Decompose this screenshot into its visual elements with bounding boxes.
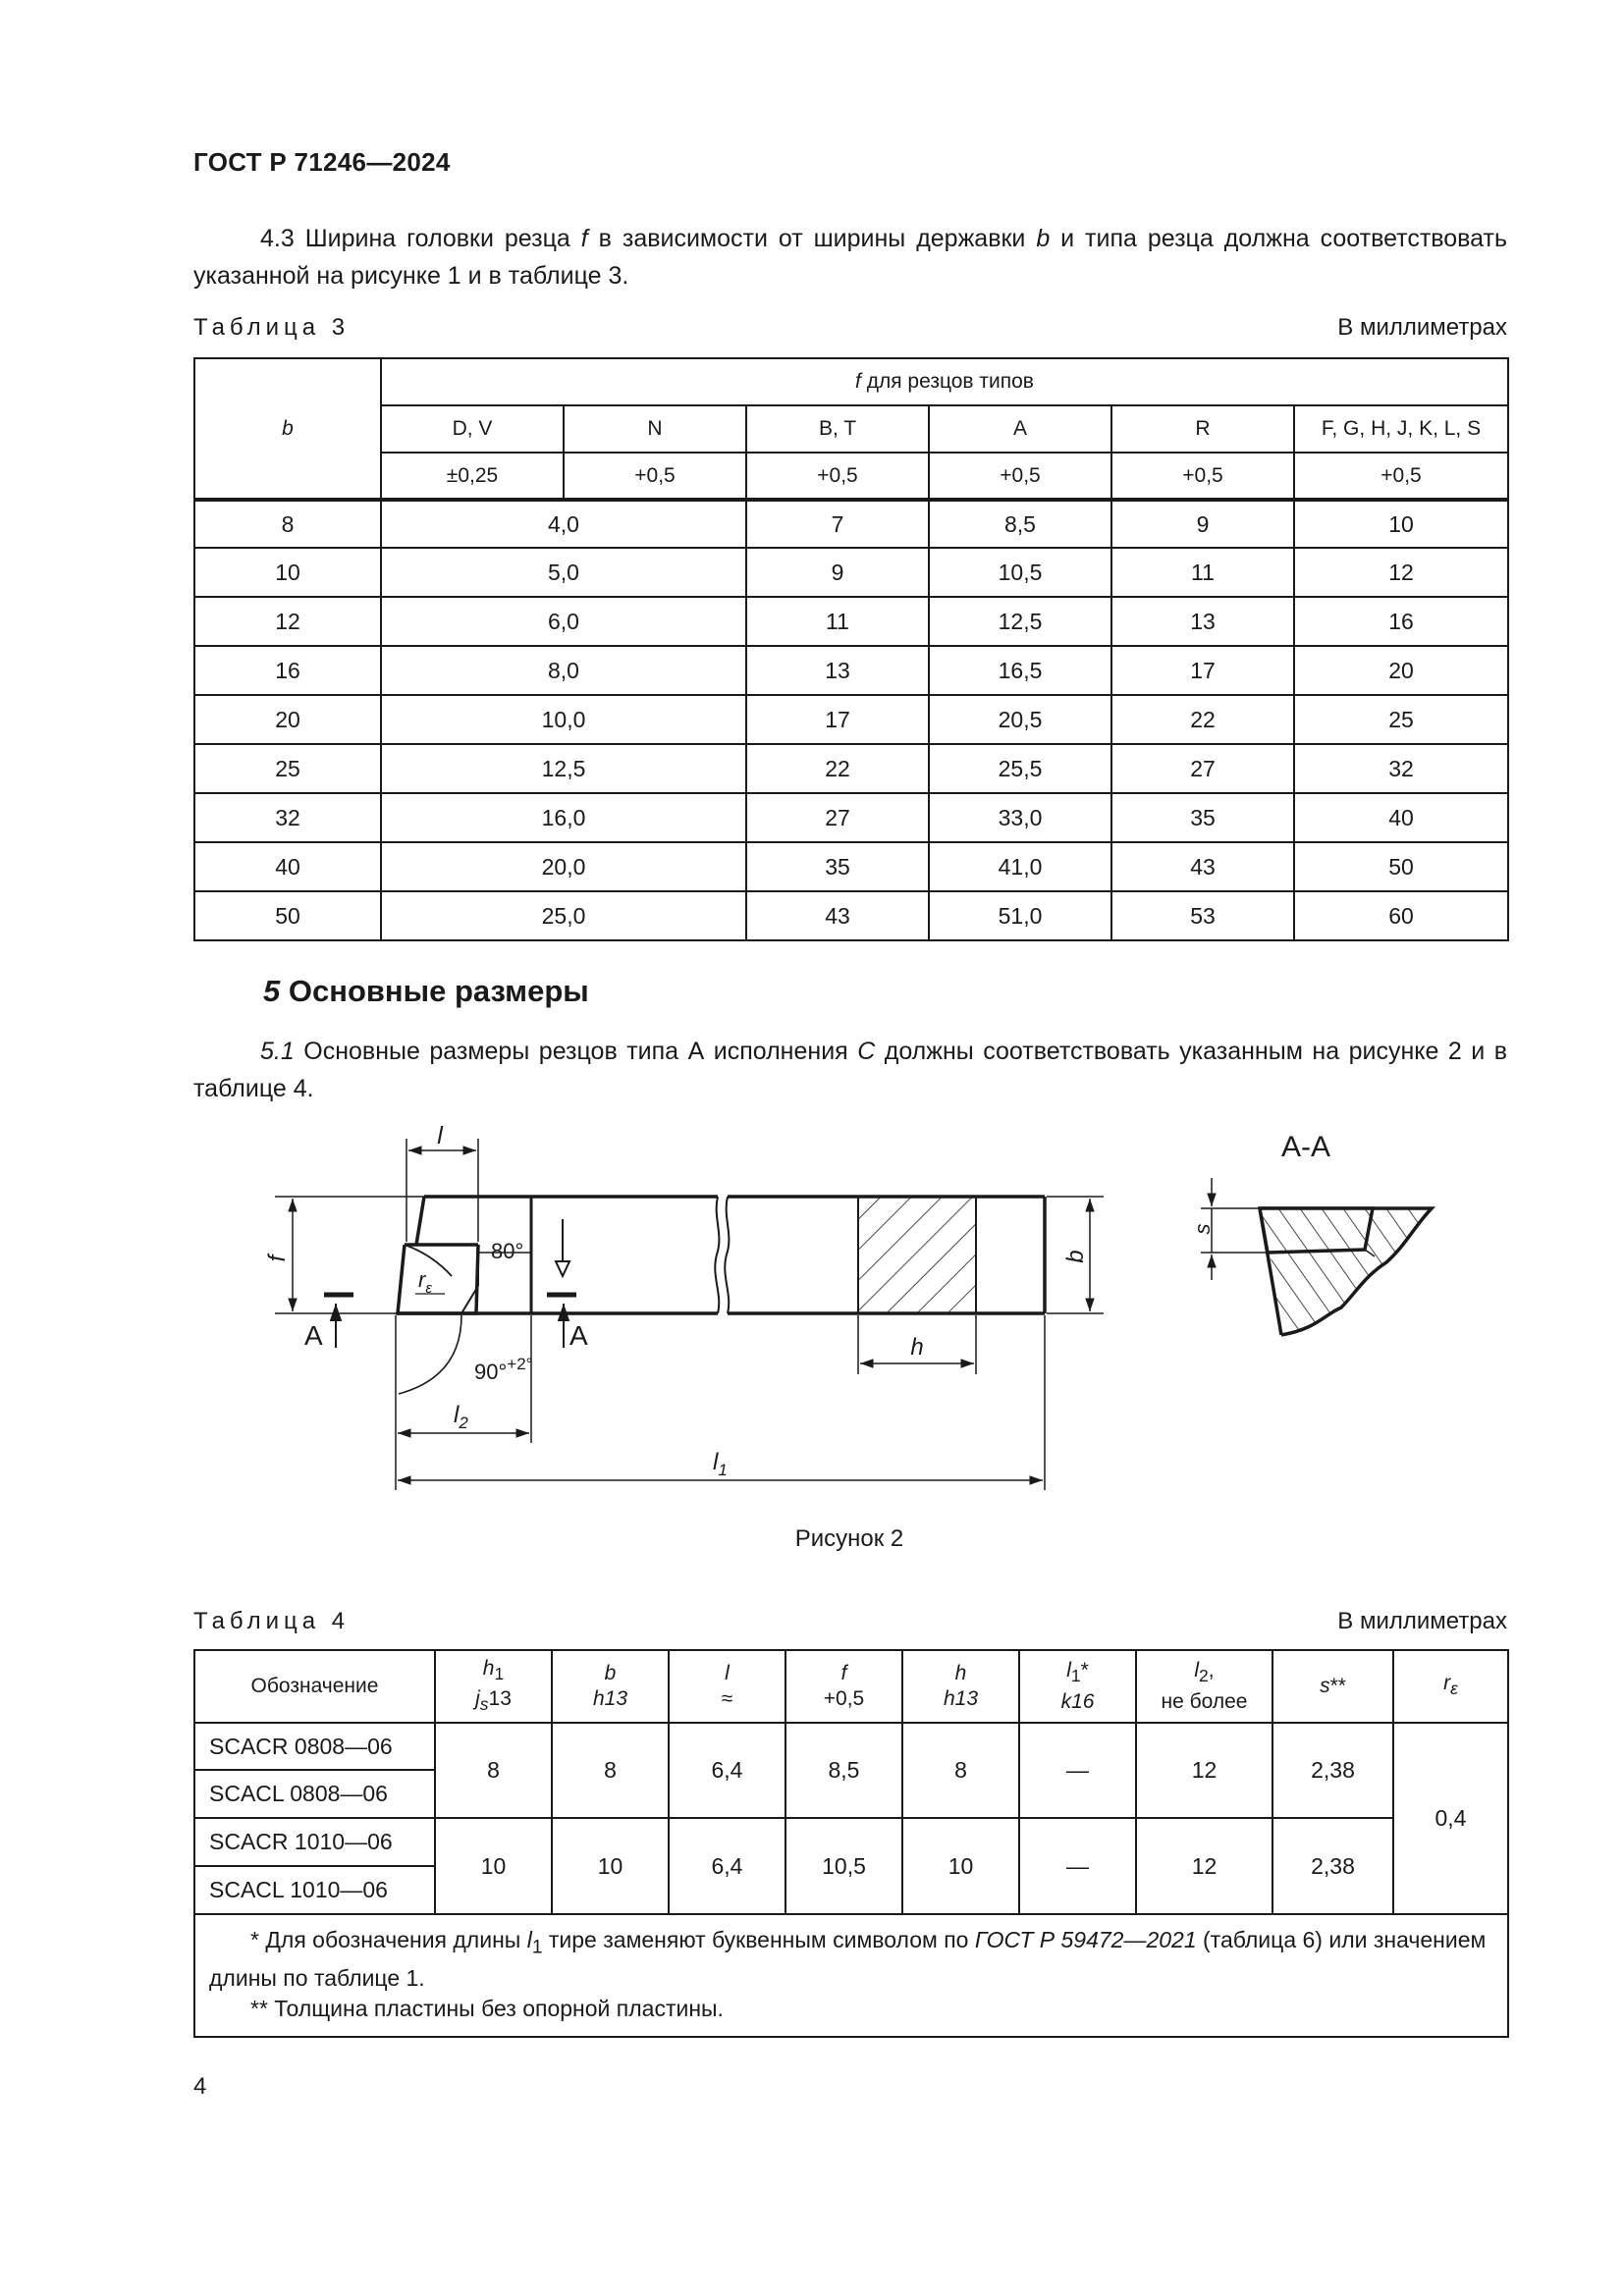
label-s: s xyxy=(1190,1223,1215,1235)
section-title-text: Основные размеры xyxy=(280,974,589,1008)
label-h: h xyxy=(910,1334,924,1361)
cell: 43 xyxy=(1111,842,1294,891)
tolerance-header: +0,5 xyxy=(746,453,929,500)
text: ** Толщина пластины без опорной пластины. xyxy=(250,1995,724,2021)
tolerance-header: +0,5 xyxy=(1111,453,1294,500)
header-h xyxy=(902,1650,1019,1723)
footnote-1 xyxy=(209,1925,1493,1994)
footnote-2 xyxy=(209,1994,1493,2024)
angle-90-arc xyxy=(399,1315,461,1394)
label-l1 xyxy=(713,1449,728,1479)
cell: 35 xyxy=(746,842,929,891)
cell: — xyxy=(1019,1723,1136,1818)
b-tol: h13 xyxy=(592,1687,628,1710)
deg-90-tol: +2° xyxy=(507,1355,533,1373)
sub: 1 xyxy=(531,1937,543,1958)
star: * xyxy=(1080,1659,1089,1682)
cell: 10 xyxy=(435,1818,552,1914)
header-f xyxy=(785,1650,902,1723)
var-f: f xyxy=(580,225,588,252)
cell: 8,0 xyxy=(381,646,746,695)
designation: SCACL 1010—06 xyxy=(194,1866,435,1914)
header-l1 xyxy=(1019,1650,1136,1723)
table4-caption: Таблица 4 xyxy=(193,1608,351,1634)
label-l2 xyxy=(454,1402,468,1432)
cell: 8 xyxy=(552,1723,669,1818)
cell: 4,0 xyxy=(381,500,746,548)
header-l2 xyxy=(1136,1650,1272,1723)
cell: 25,5 xyxy=(929,744,1111,793)
comma: , xyxy=(1208,1659,1215,1682)
s: s xyxy=(1320,1675,1330,1697)
cell: 10 xyxy=(552,1818,669,1914)
cell: 12 xyxy=(194,597,381,646)
h-tol: h13 xyxy=(943,1687,979,1710)
label-l: l xyxy=(437,1122,443,1149)
cell: 22 xyxy=(746,744,929,793)
table-row xyxy=(194,1723,1508,1770)
footnote-row xyxy=(194,1914,1508,2037)
table3-units: В миллиметрах xyxy=(1337,314,1507,341)
cell: 16,5 xyxy=(929,646,1111,695)
sub: 1 xyxy=(1070,1666,1081,1686)
section-view xyxy=(1201,1178,1432,1335)
cell: 12 xyxy=(1294,548,1508,597)
var-c: C xyxy=(857,1038,876,1065)
cell: 20,5 xyxy=(929,695,1111,744)
table4-units: В миллиметрах xyxy=(1337,1608,1507,1634)
cell: 12 xyxy=(1136,1818,1272,1914)
label-b: b xyxy=(1062,1250,1089,1263)
cell: 8,5 xyxy=(929,500,1111,548)
l: l xyxy=(1194,1659,1200,1682)
tolerance-header: +0,5 xyxy=(929,453,1111,500)
l: l xyxy=(725,1662,730,1684)
cell: 32 xyxy=(1294,744,1508,793)
cell: 13 xyxy=(1111,597,1294,646)
clause-number: 4.3 xyxy=(260,225,295,252)
cell: 10 xyxy=(1294,500,1508,548)
cell: 11 xyxy=(1111,548,1294,597)
var-f: f xyxy=(855,370,861,393)
table-4 xyxy=(193,1649,1509,2038)
cell: 8 xyxy=(902,1723,1019,1818)
cell: 32 xyxy=(194,793,381,842)
cell: 10,5 xyxy=(785,1818,902,1914)
tolerance-header: +0,5 xyxy=(564,453,746,500)
text: Основные размеры резцов типа А исполнения xyxy=(294,1038,858,1065)
l1-tol: k16 xyxy=(1060,1689,1095,1713)
eps: ε xyxy=(1450,1679,1458,1699)
cell: 25 xyxy=(1294,695,1508,744)
r: r xyxy=(1443,1672,1451,1695)
stars: ** xyxy=(1329,1675,1346,1697)
var-b: b xyxy=(282,416,294,440)
l2-sub: 2 xyxy=(459,1414,468,1432)
cell: 10,5 xyxy=(929,548,1111,597)
cell: 17 xyxy=(1111,646,1294,695)
cell: 2,38 xyxy=(1272,1818,1393,1914)
text: (таблица 6) или значением длины по таблице 1. xyxy=(209,1927,1487,1991)
cell: 50 xyxy=(1294,842,1508,891)
text: Ширина головки резца xyxy=(294,225,581,252)
text: тире заменяют буквенным символом по xyxy=(542,1927,975,1952)
view-arrow xyxy=(556,1219,569,1276)
cell: — xyxy=(1019,1818,1136,1914)
table-row xyxy=(194,1818,1508,1866)
cell: 27 xyxy=(746,793,929,842)
cell: 27 xyxy=(1111,744,1294,793)
cell: 7 xyxy=(746,500,929,548)
cell: 12,5 xyxy=(929,597,1111,646)
cell: 20 xyxy=(194,695,381,744)
cell: 35 xyxy=(1111,793,1294,842)
cell: 60 xyxy=(1294,891,1508,940)
l: l xyxy=(526,1927,532,1952)
page-number: 4 xyxy=(193,2073,207,2100)
cell: 51,0 xyxy=(929,891,1111,940)
header-name: Обозначение xyxy=(194,1650,435,1723)
sub: 1 xyxy=(494,1664,505,1683)
header-l xyxy=(669,1650,785,1723)
section-hatch xyxy=(858,1197,976,1313)
cell: 8,5 xyxy=(785,1723,902,1818)
cell: 25 xyxy=(194,744,381,793)
footnotes xyxy=(194,1914,1508,2037)
cell: 9 xyxy=(1111,500,1294,548)
label-r-epsilon xyxy=(418,1267,432,1297)
l2-char: l xyxy=(454,1402,460,1428)
label-80-deg: 80° xyxy=(491,1239,524,1263)
s: s xyxy=(479,1694,489,1715)
cell: 20,0 xyxy=(381,842,746,891)
cell: 33,0 xyxy=(929,793,1111,842)
cell: 12 xyxy=(1136,1723,1272,1818)
cell: 10,0 xyxy=(381,695,746,744)
tolerance-header: +0,5 xyxy=(1294,453,1508,500)
deg-90: 90° xyxy=(474,1360,508,1384)
cell: 16 xyxy=(1294,597,1508,646)
cell: 25,0 xyxy=(381,891,746,940)
table3-caption: Таблица 3 xyxy=(193,314,351,341)
num: 13 xyxy=(488,1687,512,1710)
figure-caption: Рисунок 2 xyxy=(794,1525,904,1552)
cell: 6,4 xyxy=(669,1818,785,1914)
cell: 8 xyxy=(194,500,381,548)
h: h xyxy=(482,1656,495,1680)
cell: 40 xyxy=(1294,793,1508,842)
b: b xyxy=(604,1662,617,1684)
l2-tol: не более xyxy=(1161,1689,1248,1713)
header-r xyxy=(1393,1650,1508,1723)
designation: SCACR 1010—06 xyxy=(194,1818,435,1866)
cell: 16 xyxy=(194,646,381,695)
l1-char: l xyxy=(713,1449,719,1475)
designation: SCACR 0808—06 xyxy=(194,1723,435,1770)
cell: 5,0 xyxy=(381,548,746,597)
sub: 2 xyxy=(1199,1666,1209,1686)
cell: 50 xyxy=(194,891,381,940)
cell: 10 xyxy=(902,1818,1019,1914)
cell: 6,4 xyxy=(669,1723,785,1818)
label-section-A-left: A xyxy=(304,1320,323,1351)
dimension-l xyxy=(406,1139,478,1242)
document-header: ГОСТ Р 71246—2024 xyxy=(193,147,451,177)
f-tol: +0,5 xyxy=(823,1687,865,1710)
tolerance-header: ±0,25 xyxy=(381,453,564,500)
text: и типа резца должна соответствовать указанной на рисунке 1 и в таблице 3. xyxy=(193,225,1508,290)
var-b: b xyxy=(1036,225,1051,252)
cell: 40 xyxy=(194,842,381,891)
cell: 22 xyxy=(1111,695,1294,744)
section-view-title: A-A xyxy=(1280,1131,1331,1163)
cell: 53 xyxy=(1111,891,1294,940)
cell: 10 xyxy=(194,548,381,597)
section-marker-left xyxy=(324,1295,353,1348)
type-header: A xyxy=(929,405,1111,453)
label-90-deg xyxy=(474,1355,532,1384)
cell: 0,4 xyxy=(1393,1723,1508,1914)
r-char: r xyxy=(418,1267,426,1292)
header-h1 xyxy=(435,1650,552,1723)
cell: 20 xyxy=(1294,646,1508,695)
l1-sub: 1 xyxy=(718,1461,728,1479)
cell: 17 xyxy=(746,695,929,744)
section-number: 5 xyxy=(263,974,281,1008)
cell: 16,0 xyxy=(381,793,746,842)
h: h xyxy=(954,1662,967,1684)
reference: ГОСТ Р 59472—2021 xyxy=(974,1927,1197,1952)
cell: 11 xyxy=(746,597,929,646)
cell: 13 xyxy=(746,646,929,695)
table4-header-row xyxy=(194,1650,1508,1723)
cell: 41,0 xyxy=(929,842,1111,891)
js: j xyxy=(475,1687,480,1710)
type-header: B, T xyxy=(746,405,929,453)
header-s xyxy=(1272,1650,1393,1723)
label-section-A-right: A xyxy=(569,1320,588,1351)
header-b xyxy=(552,1650,669,1723)
cell: 6,0 xyxy=(381,597,746,646)
clause-number: 5.1 xyxy=(260,1038,295,1065)
text: * Для обозначения длины xyxy=(250,1927,527,1952)
text: в зависимости от ширины державки xyxy=(587,225,1037,252)
cell: 8 xyxy=(435,1723,552,1818)
type-header: R xyxy=(1111,405,1294,453)
label-f: f xyxy=(264,1255,291,1262)
l: l xyxy=(1066,1659,1071,1682)
l-tol: ≈ xyxy=(721,1687,733,1710)
cell: 43 xyxy=(746,891,929,940)
f: f xyxy=(840,1662,847,1684)
cell: 2,38 xyxy=(1272,1723,1393,1818)
text: должны соответствовать указанным на рисунке 2 и в таблице 4. xyxy=(193,1038,1507,1102)
type-header: D, V xyxy=(381,405,564,453)
type-header: F, G, H, J, K, L, S xyxy=(1294,405,1508,453)
designation: SCACL 0808—06 xyxy=(194,1770,435,1818)
type-header: N xyxy=(564,405,746,453)
cell: 9 xyxy=(746,548,929,597)
eps-char: ε xyxy=(425,1280,432,1297)
cell: 12,5 xyxy=(381,744,746,793)
group-header-text: для резцов типов xyxy=(860,370,1034,393)
